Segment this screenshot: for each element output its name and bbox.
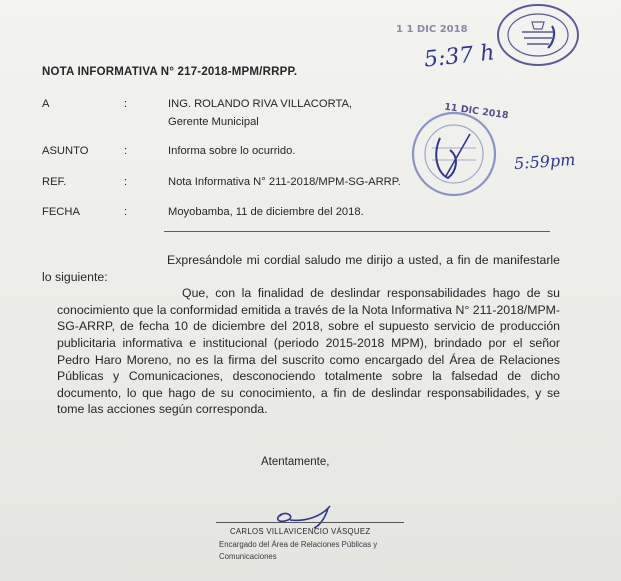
field-value: Gerente Municipal [168,116,259,128]
header-divider [164,231,550,232]
field-label: FECHA [42,206,80,218]
signature-line [216,522,404,523]
field-value: ING. ROLANDO RIVA VILLACORTA, [168,98,353,110]
handwritten-time-middle: 5:59pm [513,149,576,174]
signatory-name: CARLOS VILLAVICENCIO VÁSQUEZ [230,527,371,536]
field-label: REF. [42,176,67,188]
document-title: NOTA INFORMATIVA N° 217-2018-MPM/RRPP. [42,66,298,78]
municipal-seal-icon [492,2,584,68]
stamp-date-middle: 11 DIC 2018 [443,101,510,122]
handwritten-time-top: 5:37 h [422,40,496,73]
field-value: Informa sobre lo ocurrido. [168,145,296,157]
stamp-date-top: 1 1 DIC 2018 [396,24,468,35]
field-colon: : [124,176,128,188]
document-body [42,252,560,418]
field-colon: : [124,145,128,157]
reception-stamp-icon [410,110,498,198]
field-value: Moyobamba, 11 de diciembre del 2018. [168,206,364,218]
field-colon: : [124,206,128,218]
signature-scribble-icon [270,500,350,530]
field-label: A [42,98,50,110]
field-label: ASUNTO [42,145,89,157]
paragraph-main: Que, con la finalidad de deslindar responsabilidades hago de su conocimiento que la conformidad emitida a través de la Nota Informativa N° 211-2018/MPM-SG-ARRP, de fecha 10 de diciembre del 2018, sobre el supuesto servicio de producción publicitaria informativa e institucional (periodo 2015-2018 MPM), brindado por el señor Pedro Haro Moreno, no es la firma del suscrito como encargado del Área de Relaciones Públicas y Comunicaciones, desconociendo totalmente sobre la falsedad de dicho documento, lo que hago de su conocimiento, a fin de deslindar responsabilidades, y se tome las acciones según corresponda. [57,286,560,417]
field-colon: : [124,98,128,110]
signatory-role: Encargado del Área de Relaciones Públicas y Comunicaciones [219,540,378,561]
paragraph-greeting: Expresándole mi cordial saludo me dirijo a usted, a fin de manifestarle lo siguiente: [42,253,560,284]
field-value: Nota Informativa N° 211-2018/MPM-SG-ARRP. [168,176,401,188]
closing-salutation: Atentamente, [261,456,330,468]
